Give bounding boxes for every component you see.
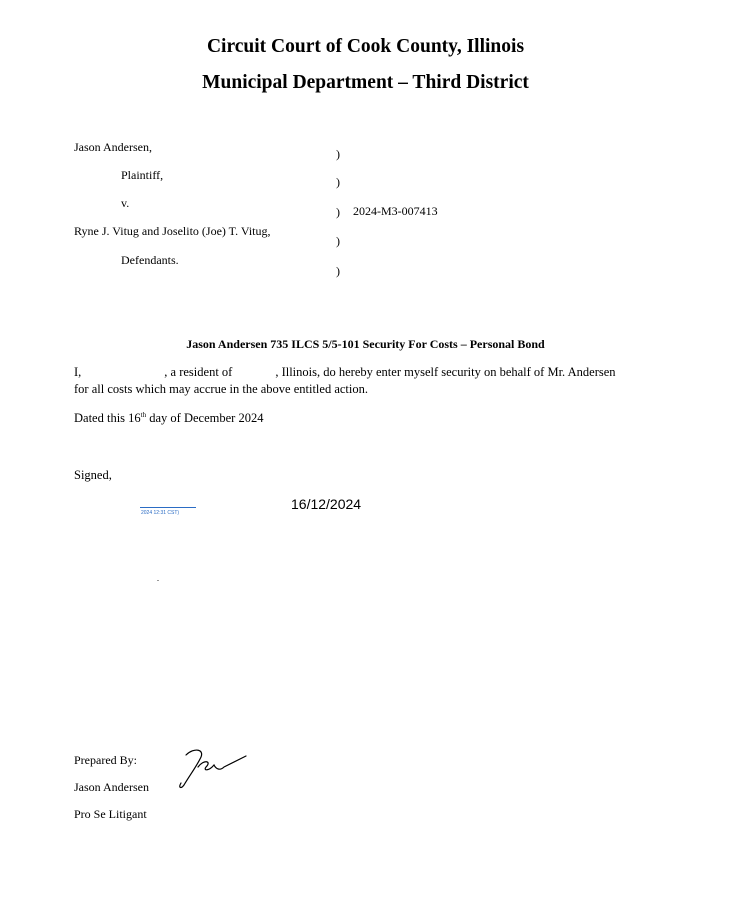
signature-date: 16/12/2024	[291, 496, 362, 512]
dated-prefix: Dated this 16	[74, 411, 141, 425]
bond-heading: Jason Andersen 735 ILCS 5/5-101 Security For Costs – Personal Bond	[186, 337, 545, 351]
case-number: 2024-M3-007413	[353, 204, 438, 218]
bond-statement-line-1	[74, 365, 616, 380]
signed-label: Signed,	[74, 468, 112, 482]
bond-text-i: I,	[74, 365, 82, 379]
e-signature-stamp: 2024 12:31 CST)	[141, 510, 180, 516]
faint-mark	[157, 580, 159, 581]
court-title: Circuit Court of Cook County, Illinois	[206, 36, 525, 57]
versus-label: v.	[121, 196, 130, 210]
defendants-names: Ryne J. Vitug and Joselito (Joe) T. Vitug,	[74, 224, 271, 238]
bond-text-security: , Illinois, do hereby enter myself security on behalf of Mr. Andersen	[275, 365, 616, 379]
signature-line	[140, 507, 196, 508]
dated-suffix: day of December 2024	[146, 411, 264, 425]
handwritten-signature	[176, 745, 252, 791]
prepared-by-label: Prepared By:	[74, 753, 137, 767]
dated-ordinal: th	[140, 410, 147, 419]
plaintiff-role: Plaintiff,	[121, 168, 164, 182]
plaintiff-name: Jason Andersen,	[74, 140, 152, 154]
caption-paren: )	[336, 205, 340, 219]
bond-text-resident: , a resident of	[164, 365, 233, 379]
preparer-name: Jason Andersen	[74, 780, 149, 794]
preparer-title: Pro Se Litigant	[74, 807, 147, 821]
caption-paren: )	[336, 264, 340, 278]
caption-paren: )	[336, 147, 340, 161]
defendants-role: Defendants.	[121, 253, 179, 267]
caption-paren: )	[336, 234, 340, 248]
department-title: Municipal Department – Third District	[202, 72, 529, 93]
dated-line	[74, 411, 263, 426]
bond-statement-line-2: for all costs which may accrue in the above entitled action.	[74, 382, 368, 396]
caption-paren: )	[336, 175, 340, 189]
